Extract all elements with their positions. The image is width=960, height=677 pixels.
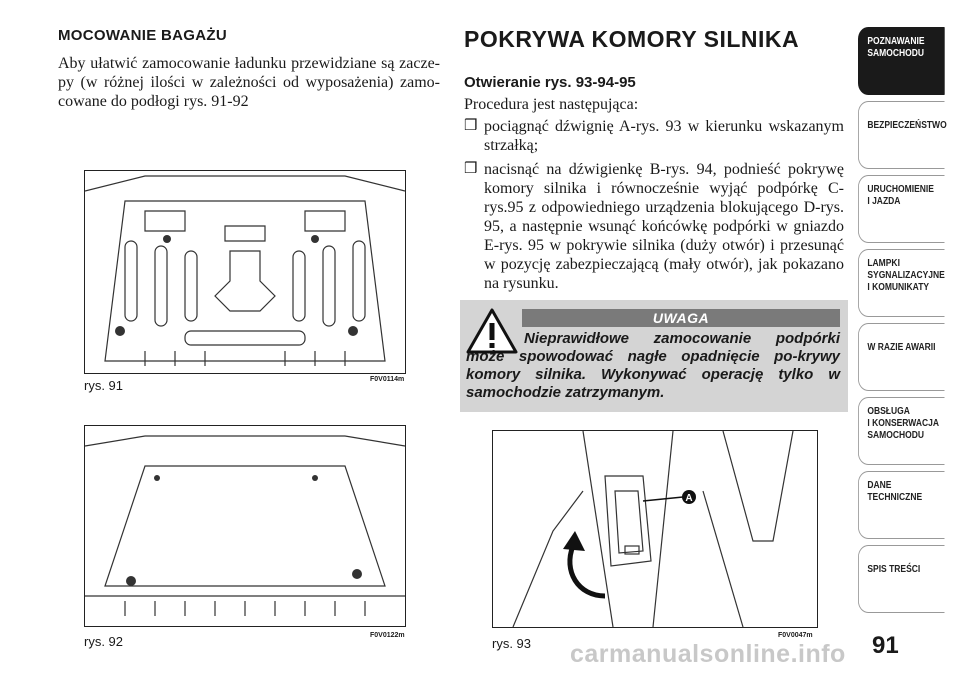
step-text: pociągnąć dźwignię A-rys. 93 w kierunku wskazanym strzałką; bbox=[484, 118, 844, 154]
tab-obsluga-i-konserwacja[interactable]: OBSŁUGA I KONSERWACJA SAMOCHODU bbox=[858, 397, 945, 465]
watermark-text: carmanualsonline.info bbox=[570, 640, 846, 668]
checkbox-bullet-icon: ❒ bbox=[464, 118, 478, 134]
list-item bbox=[464, 160, 844, 293]
figure-92-caption: rys. 92 bbox=[84, 634, 124, 649]
section-heading-luggage: MOCOWANIE BAGAŻU bbox=[58, 27, 227, 44]
cargo-floor-hooks-illustration bbox=[85, 426, 405, 626]
step-text: nacisnąć na dźwigienkę B-rys. 94, podnieść pokrywę komory silnika i równocześnie wyjąć podpórkę C-rys.95 z odpowiedniego urządzenia blokującego D-rys. 95, a następnie wsunąć końcówkę podpórki w gniazdo E-rys. 95 w pokrywie silnika (duży otwór) i przesunąć w pozycję zabezpieczającą (mały otwór), jak pokazano na rysunku. bbox=[484, 161, 844, 292]
figure-92-code: F0V0122m bbox=[370, 632, 405, 639]
tab-spis-tresci[interactable]: SPIS TREŚCI bbox=[858, 545, 945, 613]
subheading-opening: Otwieranie rys. 93-94-95 bbox=[464, 74, 636, 91]
page-title: POKRYWA KOMORY SILNIKA bbox=[464, 26, 800, 52]
figure-91-code: F0V0114m bbox=[370, 376, 405, 383]
figure-92 bbox=[84, 425, 406, 627]
tab-uruchomienie-i-jazda[interactable]: URUCHOMIENIE I JAZDA bbox=[858, 175, 945, 243]
figure-93-code: F0V0047m bbox=[778, 632, 813, 639]
warning-text: Nieprawidłowe zamocowanie podpórki może spowodować nagłe opadnięcie po-krywy komory silnika. Wykonywać operację tylko w samochodzie zatrzymanym. bbox=[466, 330, 840, 401]
list-item bbox=[464, 117, 844, 155]
page-number: 91 bbox=[872, 632, 899, 659]
procedure-intro: Procedura jest następująca: bbox=[464, 96, 639, 113]
hood-lever-illustration bbox=[493, 431, 817, 627]
cargo-floor-illustration bbox=[85, 171, 405, 373]
figure-91-caption: rys. 91 bbox=[84, 378, 124, 393]
tab-dane-techniczne[interactable]: DANE TECHNICZNE bbox=[858, 471, 945, 539]
warning-label: UWAGA bbox=[522, 309, 840, 327]
tab-poznawanie-samochodu[interactable]: POZNAWANIE SAMOCHODU bbox=[858, 27, 945, 95]
figure-93 bbox=[492, 430, 818, 628]
tab-w-razie-awarii[interactable]: W RAZIE AWARII bbox=[858, 323, 945, 391]
chapter-sidebar bbox=[858, 27, 960, 615]
luggage-paragraph: Aby ułatwić zamocowanie ładunku przewidziane są zacze-py (w różnej ilości w zależności od wyposażenia) zamo-cowane do podłogi rys. 91-92 bbox=[58, 55, 440, 110]
checkbox-bullet-icon: ❒ bbox=[464, 161, 478, 177]
callout-a-label: A bbox=[685, 493, 693, 504]
tab-bezpieczenstwo[interactable]: BEZPIECZEŃSTWO bbox=[858, 101, 945, 169]
procedure-steps bbox=[464, 117, 844, 298]
figure-93-caption: rys. 93 bbox=[492, 636, 532, 651]
figure-91 bbox=[84, 170, 406, 374]
tab-lampki-sygnalizacyjne[interactable]: LAMPKI SYGNALIZACYJNE I KOMUNIKATY bbox=[858, 249, 945, 317]
